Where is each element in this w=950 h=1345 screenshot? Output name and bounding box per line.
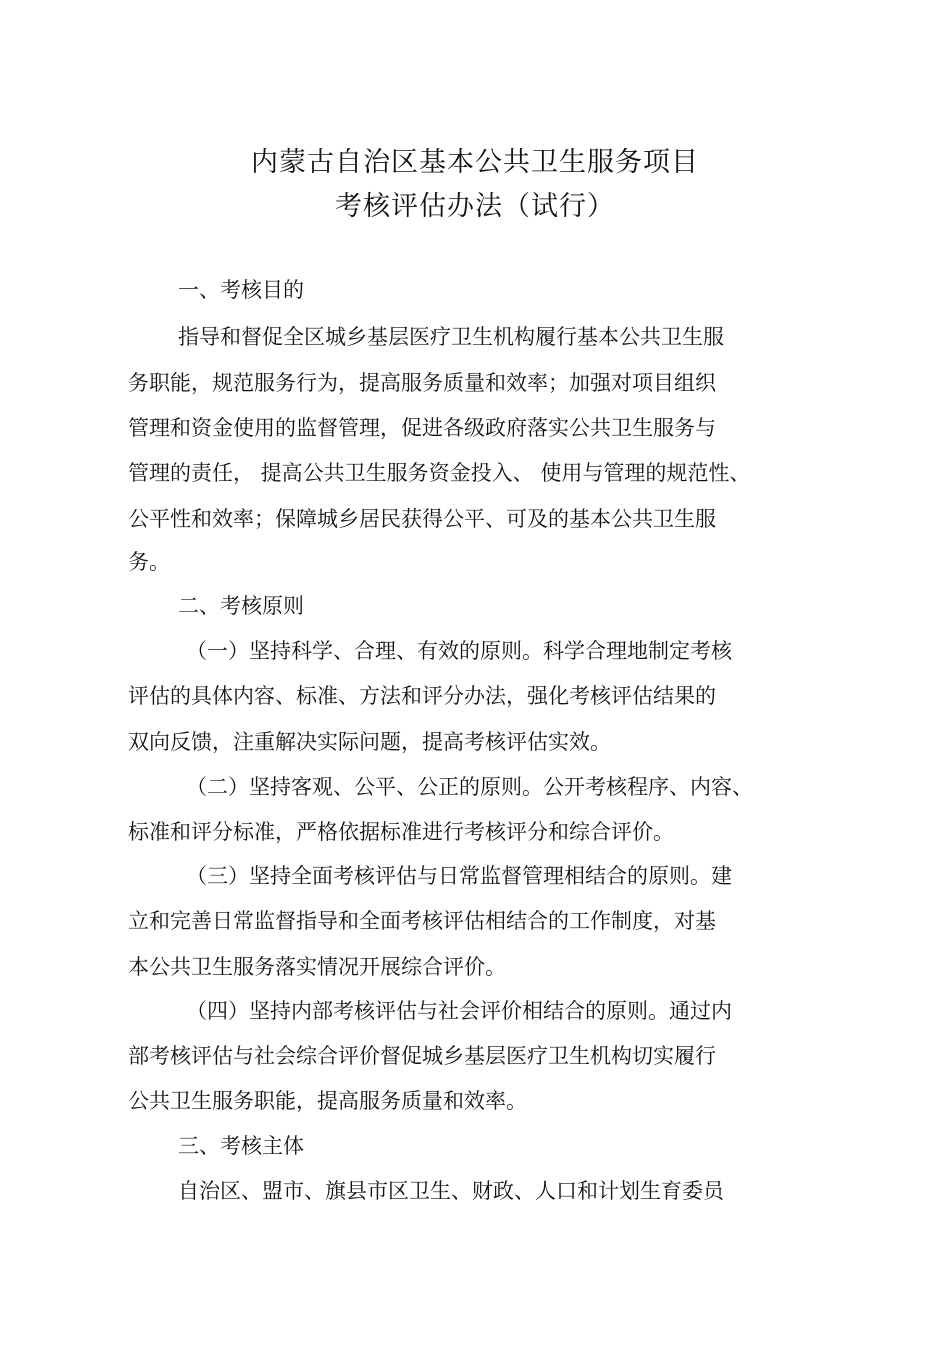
paragraph-line: 公共卫生服务职能，提高服务质量和效率。 <box>128 1089 527 1113</box>
paragraph-line: 指导和督促全区城乡基层医疗卫生机构履行基本公共卫生服 <box>178 325 724 349</box>
paragraph-line: 本公共卫生服务落实情况开展综合评价。 <box>128 955 506 979</box>
paragraph-line: （三）坚持全面考核评估与日常监督管理相结合的原则。建 <box>186 864 732 888</box>
paragraph-line: 立和完善日常监督指导和全面考核评估相结合的工作制度，对基 <box>128 909 716 933</box>
document-title-line-1: 内蒙古自治区基本公共卫生服务项目 <box>251 147 699 178</box>
document-title-line-2: 考核评估办法（试行） <box>335 191 615 222</box>
section-heading-subject: 三、考核主体 <box>178 1134 304 1158</box>
paragraph-line: 务职能，规范服务行为，提高服务质量和效率；加强对项目组织 <box>128 371 716 395</box>
paragraph-line: 务。 <box>128 550 170 574</box>
paragraph-line: 标准和评分标准，严格依据标准进行考核评分和综合评价。 <box>128 820 674 844</box>
paragraph-line: 管理的责任， 提高公共卫生服务资金投入、 使用与管理的规范性、 <box>128 461 751 485</box>
section-heading-purpose: 一、考核目的 <box>178 278 304 302</box>
paragraph-line: 评估的具体内容、标准、方法和评分办法，强化考核评估结果的 <box>128 684 716 708</box>
paragraph-line: 自治区、盟市、旗县市区卫生、财政、人口和计划生育委员 <box>178 1179 724 1203</box>
section-heading-principles: 二、考核原则 <box>178 594 304 618</box>
paragraph-line: 双向反馈，注重解决实际问题，提高考核评估实效。 <box>128 730 611 754</box>
paragraph-line: （一）坚持科学、合理、有效的原则。科学合理地制定考核 <box>186 639 732 663</box>
paragraph-line: 部考核评估与社会综合评价督促城乡基层医疗卫生机构切实履行 <box>128 1044 716 1068</box>
paragraph-line: （二）坚持客观、公平、公正的原则。公开考核程序、内容、 <box>186 775 753 799</box>
paragraph-line: 管理和资金使用的监督管理，促进各级政府落实公共卫生服务与 <box>128 416 716 440</box>
paragraph-line: 公平性和效率；保障城乡居民获得公平、可及的基本公共卫生服 <box>128 507 716 531</box>
paragraph-line: （四）坚持内部考核评估与社会评价相结合的原则。通过内 <box>186 999 732 1023</box>
